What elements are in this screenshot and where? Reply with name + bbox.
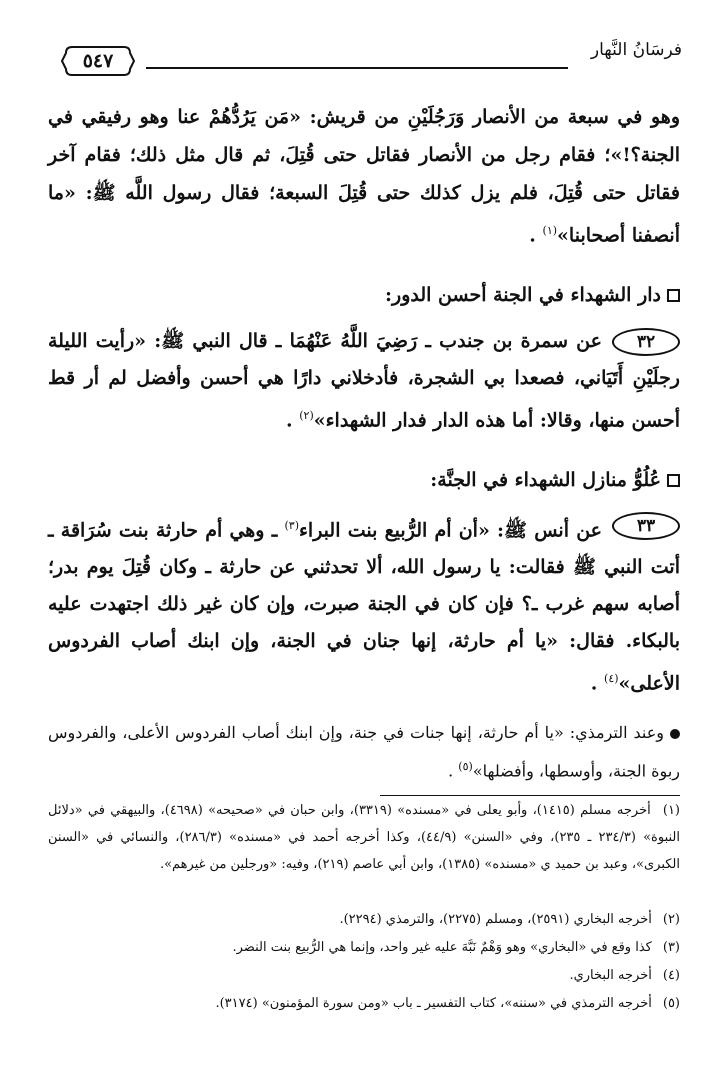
footnote-ref-4[interactable]: (٤) (604, 672, 619, 686)
running-header-title: فرسَانُ النَّهار (590, 40, 682, 60)
footnote-3-number: (٣) (662, 940, 680, 955)
hadith-32-text: عن سمرة بن جندب ـ رَضِيَ اللَّهُ عَنْهُمَا ـ قال النبي ﷺ: «رأيت الليلة رجلَيْنِ أَتَيَاني، فصعدا بي الشجرة، فأدخلاني دارًا هي أحسن وأفضل لم أر قط أحسن منها، وقالا: أما هذه الدار فدار الشهداء» (48, 330, 680, 432)
page-number-badge (60, 44, 136, 78)
section-heading-1 (385, 284, 680, 306)
footnote-3-text: كذا وقع في «البخاري» وهو وَهْمٌ نَبَّهَ عليه غير واحد، وإنما هي الرُّبيع بنت النضر. (232, 940, 652, 955)
footnote-4-text: أخرجه البخاري. (569, 968, 652, 983)
hadith-33-text-b: ـ وهي أم حارثة بنت سُرَاقة ـ أتت النبي ﷺ فقالت: يا رسول الله، ألا تحدثني عن حارثة ـ وكان قُتِلَ يوم بدر؛ أصابه سهم غرب ـ؟ فإن كان في الجنة صبرت، وإن كان غير ذلك اجتهدت عليه بالبكاء. فقال: «يا أم حارثة، إنها جنان في الجنة، وإن ابنك أصاب الفردوس الأعلى» (48, 519, 680, 695)
footnote-ref-1[interactable]: (١) (542, 224, 558, 237)
footnote-5-number: (٥) (662, 996, 680, 1011)
hadith-33-end: . (590, 672, 598, 695)
hadith-32-paragraph (48, 323, 680, 439)
bullet-paragraph-end: . (448, 761, 454, 781)
footnote-4-number: (٤) (662, 968, 680, 983)
footnote-2-text: أخرجه البخاري (٢٥٩١)، ومسلم (٢٢٧٥)، والترمذي (٢٢٩٤). (339, 912, 652, 927)
footnote-1-text: أخرجه مسلم (١٤١٥)، وأبو يعلى في «مسنده» (٣٣١٩)، وابن حبان في «صحيحه» (٤٦٩٨)، والبيهقي في «دلائل النبوة» (٢٣٤/٣ ـ ٢٣٥)، وفي «السنن» (٤٤/٩)، وكذا أخرجه أحمد في «مسنده» (٢٨٦/٣)، والنسائي في «السنن الكبرى»، وعبد بن حميد ي «مسنده» (١٣٨٥)، وابن أبي عاصم (٢١٩)، وفيه: «ورجلين من غيرهم». (48, 803, 680, 872)
footnote-ref-5[interactable]: (٥) (458, 760, 473, 773)
bullet-dot-icon (670, 729, 680, 739)
footnote-ref-2[interactable]: (٢) (299, 409, 314, 422)
header-rule (146, 67, 568, 69)
footnote-ref-3[interactable]: (٣) (284, 519, 299, 532)
footnote-1-number: (١) (662, 803, 680, 818)
footnote-5-text: أخرجه الترمذي في «سننه»، كتاب التفسير ـ باب «ومن سورة المؤمنون» (٣١٧٤). (215, 996, 652, 1011)
footnote-2-number: (٢) (662, 912, 680, 927)
footnote-3 (48, 934, 680, 961)
paragraph-1-end: . (529, 224, 536, 247)
page-number: ٥٤٧ (82, 50, 114, 72)
footnote-1 (48, 797, 680, 878)
bullet-paragraph (48, 716, 680, 788)
section-heading-2 (430, 469, 680, 491)
footnote-2 (48, 906, 680, 933)
hadith-number-33-text: ٣٣ (636, 516, 656, 536)
square-bullet-icon (667, 474, 680, 487)
footnote-4 (48, 962, 680, 989)
bullet-paragraph-text: وعند الترمذي: «يا أم حارثة، إنها جنات في جنة، وإن ابنك أصاب الفردوس الأعلى، والفردوس ربوة الجنة، وأوسطها، وأفضلها» (48, 723, 680, 781)
section-heading-1-text: دار الشهداء في الجنة أحسن الدور: (385, 284, 661, 306)
hadith-32-end: . (285, 409, 293, 432)
hadith-33-paragraph (48, 507, 680, 703)
hadith-33-text-a: عن أنس ﷺ: «أن أم الرُّبيع بنت البراء (298, 519, 602, 542)
footnote-separator (380, 795, 680, 796)
paragraph-1 (48, 98, 680, 254)
section-heading-2-text: عُلُوُّ منازل الشهداء في الجنَّة: (430, 469, 661, 491)
paragraph-1-text: وهو في سبعة من الأنصار وَرَجُلَيْنِ من قريش: «مَن يَرُدُّهُمْ عنا وهو رفيقي في الجنة؟!»؛ فقام رجل من الأنصار فقاتل حتى قُتِلَ، ثم قال مثل ذلك؛ فقام آخر فقاتل حتى قُتِلَ، فلم يزل كذلك حتى قُتِلَ السبعة؛ فقال رسول اللَّه ﷺ: «ما أنصفنا أصحابنا» (48, 106, 680, 247)
square-bullet-icon (667, 289, 680, 302)
hadith-number-32-text: ٣٢ (636, 332, 656, 352)
footnote-5 (48, 990, 680, 1017)
